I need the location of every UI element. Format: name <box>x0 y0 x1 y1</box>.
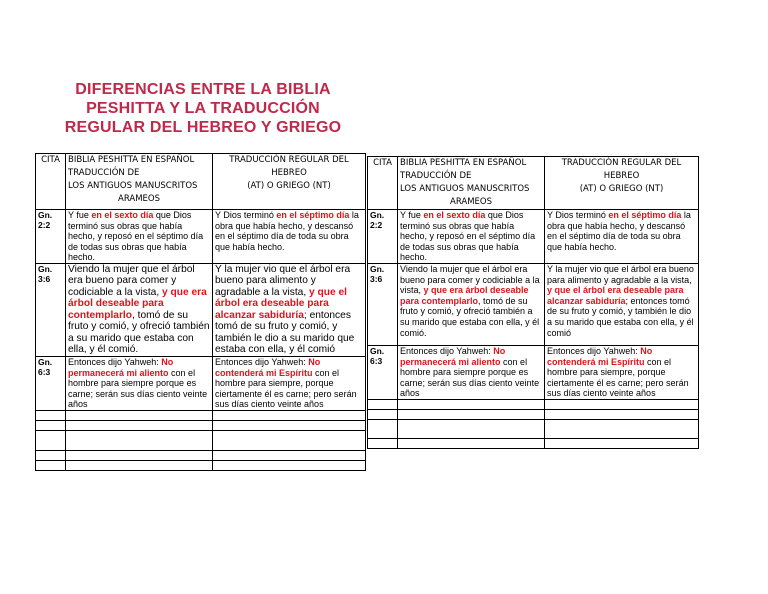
text-part: Entonces dijo Yahweh: <box>547 345 641 356</box>
title-line-1: DIFERENCIAS ENTRE LA BIBLIA <box>75 81 331 98</box>
text-part: Viendo la mujer que el árbol era bueno para comer y codiciable a la vista, <box>68 263 195 298</box>
header-peshitta-line: LOS ANTIGUOS MANUSCRITOS <box>68 181 198 191</box>
text-part: , tomó de su fruto y comió, y ofreció también a su marido que estaba con ella, y él comió. <box>68 309 210 356</box>
header-regular-line: HEBREO <box>603 171 640 181</box>
text-part: con el hombre para siempre porque es carne; serán sus días ciento veinte años <box>400 356 540 399</box>
text-part: ; entonces tomó de su fruto y comió, y también le dio a su marido que estaba con ella, y él comió <box>215 309 355 356</box>
table-row <box>368 210 699 264</box>
ref-verse: 3:6 <box>38 273 51 284</box>
header-row <box>36 154 366 210</box>
header-row <box>368 157 699 210</box>
reference-cell <box>36 210 66 264</box>
peshitta-text <box>66 356 213 410</box>
empty-row <box>36 410 366 420</box>
header-peshitta-line: ARAMEOS <box>118 194 160 204</box>
highlighted-text: No permanecerá mi aliento <box>400 345 506 367</box>
text-part: la obra que había hecho, y descansó en el séptimo día de toda su obra que había hecho. <box>547 210 691 252</box>
text-part: Entonces dijo Yahweh: <box>68 356 162 367</box>
ref-verse: 6:3 <box>38 366 51 377</box>
empty-row <box>368 399 699 409</box>
header-peshitta <box>398 157 545 210</box>
table-row <box>36 210 366 264</box>
comparison-table-left <box>35 153 366 471</box>
table-row <box>368 345 699 399</box>
title-line-2: PESHITTA Y LA TRADUCCIÓN <box>86 100 320 117</box>
text-part: , tomó de su fruto y comió, y ofreció también a su marido que estaba con ella, y él comió. <box>400 295 540 338</box>
text-part: Y Dios terminó <box>215 210 277 220</box>
ref-verse: 3:6 <box>370 273 383 284</box>
ref-book: Gn. <box>370 345 385 356</box>
peshitta-text <box>66 210 213 264</box>
header-regular <box>213 154 366 210</box>
reference-cell <box>368 345 398 399</box>
highlighted-text: y que era árbol deseable para contemplarlo <box>400 285 529 306</box>
header-cita: CITA <box>36 154 66 210</box>
highlighted-text: y que el árbol era deseable para alcanzar sabiduría <box>215 286 347 321</box>
header-regular <box>545 157 699 210</box>
header-peshitta-line: ARAMEOS <box>450 197 492 207</box>
text-part: Entonces dijo Yahweh: <box>215 356 309 367</box>
peshitta-text <box>66 263 213 356</box>
reference-cell <box>368 263 398 345</box>
header-peshitta <box>66 154 213 210</box>
table-row <box>36 263 366 356</box>
header-peshitta-line: BIBLIA PESHITTA EN ESPAÑOL <box>68 155 195 165</box>
title-line-3: REGULAR DEL HEBREO Y GRIEGO <box>64 119 342 136</box>
empty-row <box>368 409 699 419</box>
ref-book: Gn. <box>38 356 53 367</box>
highlighted-text: en el séptimo día <box>608 210 682 220</box>
empty-row <box>36 460 366 470</box>
text-part: que Dios terminó sus obras que había hecho, y reposó en el séptimo día de todas sus obras que había hecho. <box>400 210 536 263</box>
comparison-table-right <box>367 156 699 449</box>
ref-book: Gn. <box>370 263 385 274</box>
header-regular-line: TRADUCCIÓN REGULAR DEL <box>561 158 682 168</box>
text-part: Y la mujer vio que el árbol era bueno para alimento y agradable a la vista, <box>547 263 694 285</box>
ref-book: Gn. <box>370 210 385 220</box>
empty-row <box>368 438 699 448</box>
page-title <box>40 80 366 137</box>
reference-cell <box>36 356 66 410</box>
header-regular-line: (AT) O GRIEGO (NT) <box>247 181 331 191</box>
text-part: la obra que había hecho, y descansó en el séptimo día de toda su obra que había hecho. <box>215 210 359 252</box>
header-peshitta-line: TRADUCCIÓN DE <box>68 168 140 178</box>
text-part: Y la mujer vio que el árbol era bueno para alimento y agradable a la vista, <box>215 263 351 298</box>
text-part: Y fue <box>68 210 92 220</box>
regular-text <box>545 263 699 345</box>
text-part: con el hombre para siempre, porque ciertamente él es carne; pero serán sus días ciento veinte años <box>215 367 357 410</box>
text-part: Viendo la mujer que el árbol era bueno para comer y codiciable a la vista, <box>400 263 540 296</box>
highlighted-text: en el sexto día <box>423 210 486 220</box>
peshitta-text <box>398 345 545 399</box>
highlighted-text: y que el árbol era deseable para alcanzar sabiduría <box>547 285 684 306</box>
peshitta-text <box>398 210 545 264</box>
empty-row <box>36 450 366 460</box>
regular-text <box>213 263 366 356</box>
reference-cell <box>36 263 66 356</box>
header-cita: CITA <box>368 157 398 210</box>
text-part: Entonces dijo Yahweh: <box>400 345 494 356</box>
ref-book: Gn. <box>38 210 53 220</box>
table-row <box>368 263 699 345</box>
reference-cell <box>368 210 398 264</box>
ref-verse: 2:2 <box>370 220 383 230</box>
text-part: con el hombre para siempre porque es carne; serán sus días ciento veinte años <box>68 367 208 410</box>
highlighted-text: en el séptimo día <box>276 210 350 220</box>
header-peshitta-line: TRADUCCIÓN DE <box>400 171 472 181</box>
table-row <box>36 356 366 410</box>
highlighted-text: en el sexto día <box>91 210 154 220</box>
regular-text <box>213 210 366 264</box>
header-regular-line: (AT) O GRIEGO (NT) <box>579 184 664 194</box>
regular-text <box>213 356 366 410</box>
highlighted-text: No contenderá mi Espíritu <box>215 356 321 378</box>
header-peshitta-line: LOS ANTIGUOS MANUSCRITOS <box>400 184 530 194</box>
highlighted-text: No contenderá mi Espíritu <box>547 345 653 367</box>
empty-row <box>368 419 699 438</box>
text-part: Y Dios terminó <box>547 210 609 220</box>
header-peshitta-line: BIBLIA PESHITTA EN ESPAÑOL <box>400 158 527 168</box>
text-part: con el hombre para siempre, porque ciertamente él es carne; pero serán sus días ciento veinte años <box>547 356 689 399</box>
text-part: que Dios terminó sus obras que había hecho, y reposó en el séptimo día de todas sus obras que había hecho. <box>68 210 204 263</box>
highlighted-text: y que era árbol deseable para contemplarlo <box>68 286 207 321</box>
text-part: ; entonces tomó de su fruto y comió, y también le dio a su marido que estaba con ella, y él comió <box>547 295 694 338</box>
ref-verse: 2:2 <box>38 220 51 230</box>
empty-row <box>36 430 366 450</box>
peshitta-text <box>398 263 545 345</box>
ref-verse: 6:3 <box>370 355 383 366</box>
text-part: Y fue <box>400 210 424 220</box>
header-regular-line: TRADUCCIÓN REGULAR DEL <box>229 155 349 165</box>
empty-row <box>36 420 366 430</box>
highlighted-text: No permanecerá mi aliento <box>68 356 174 378</box>
header-regular-line: HEBREO <box>271 168 307 178</box>
regular-text <box>545 210 699 264</box>
ref-book: Gn. <box>38 263 53 274</box>
regular-text <box>545 345 699 399</box>
